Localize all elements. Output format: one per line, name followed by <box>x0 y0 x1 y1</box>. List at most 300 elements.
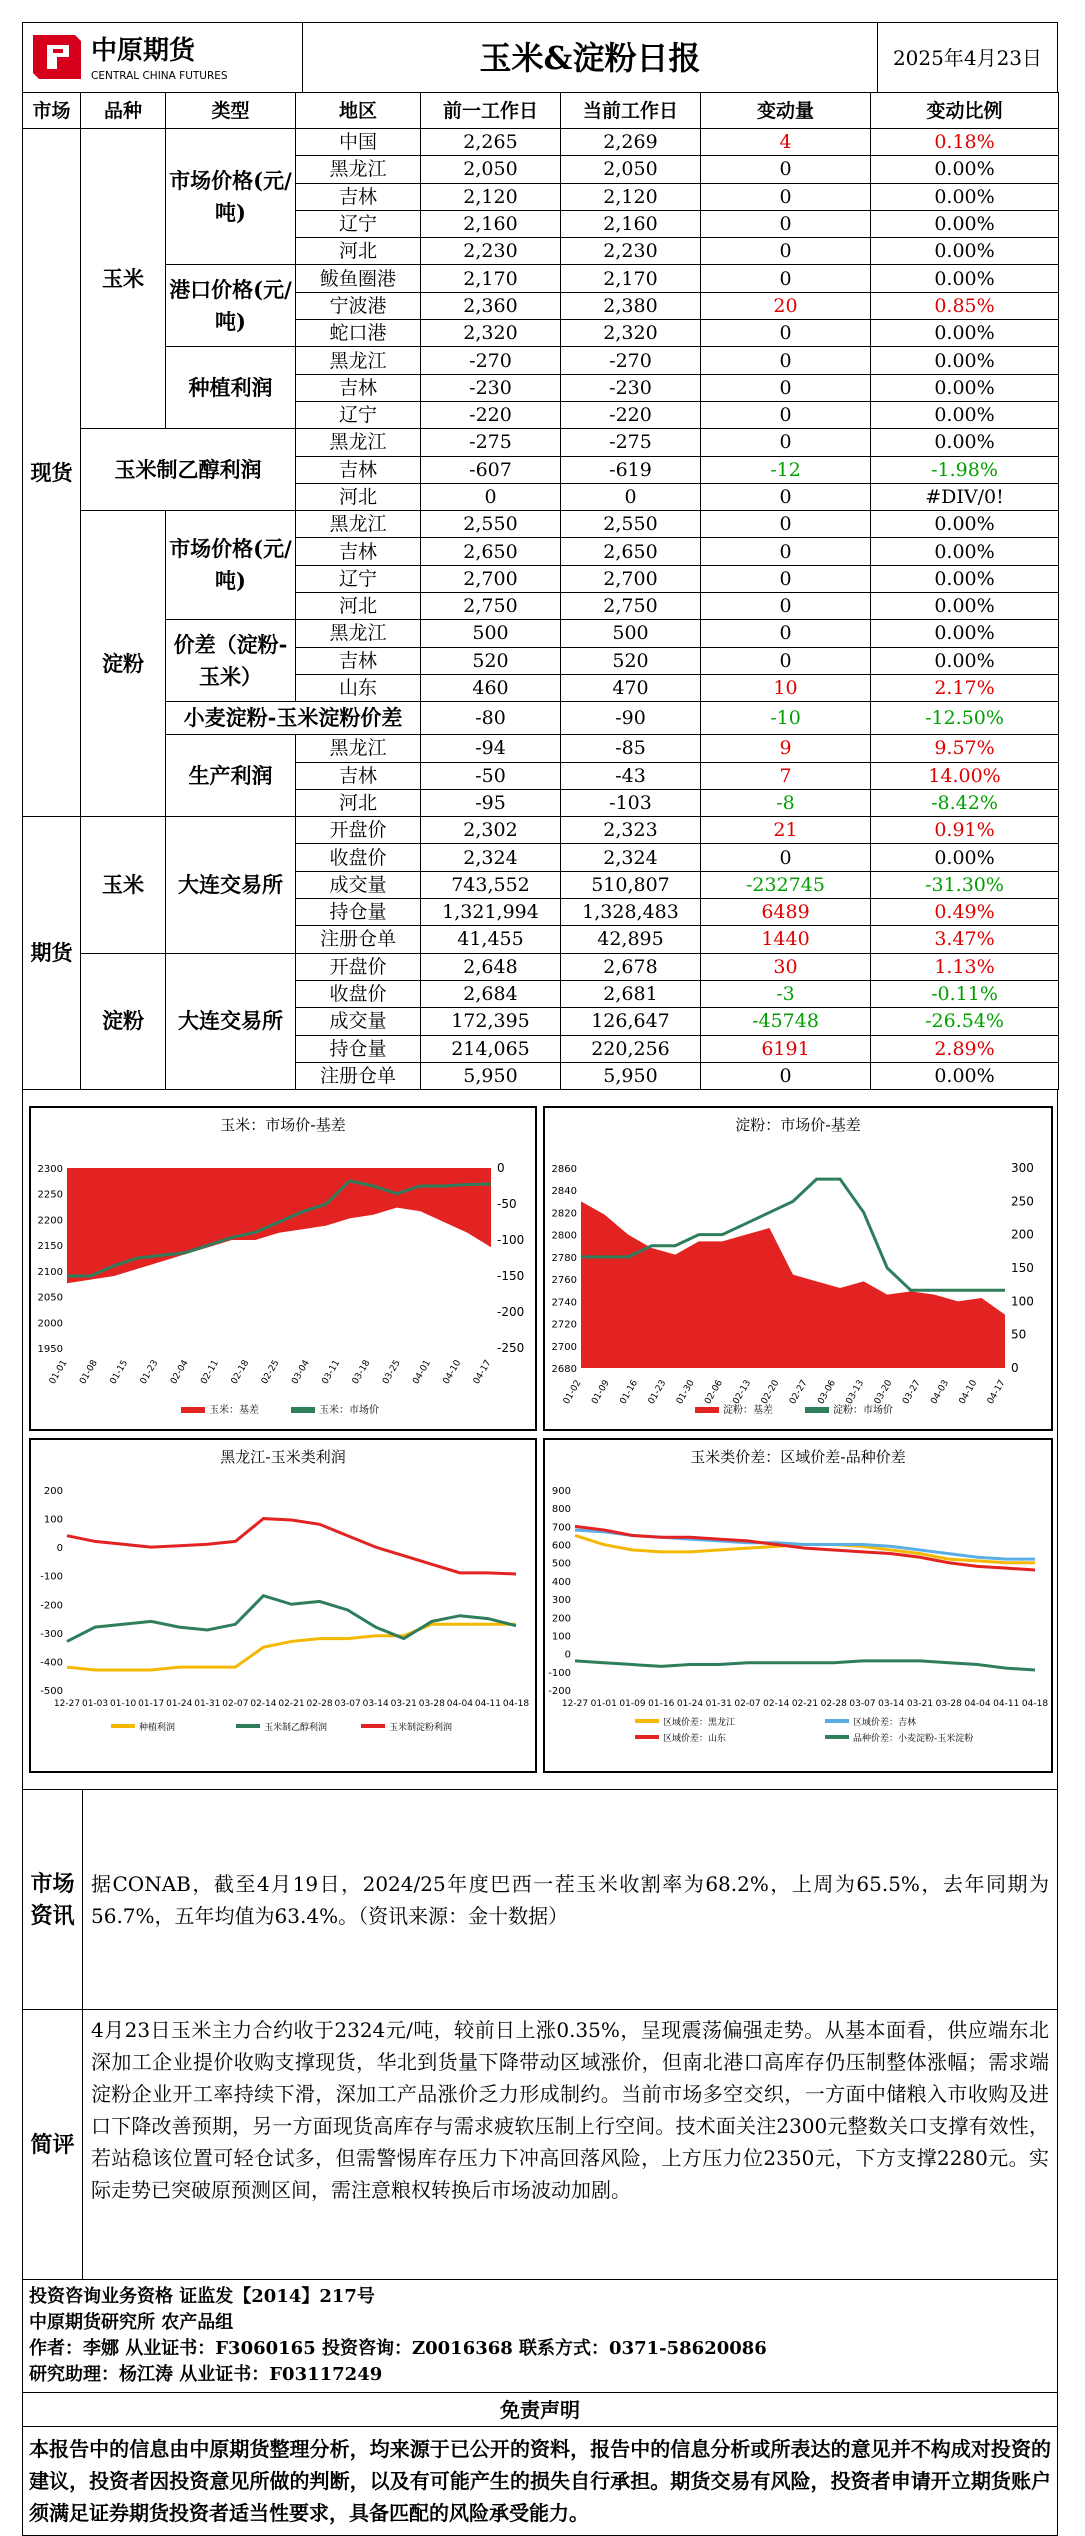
change-ratio: 0.00% <box>871 265 1059 292</box>
change-ratio: 0.49% <box>871 899 1059 926</box>
dept-line: 中原期货研究所 农产品组 <box>29 2312 234 2334</box>
legend-label: 淀粉：市场价 <box>833 1405 893 1417</box>
variety-label: 玉米 <box>81 129 166 429</box>
table-cell: 2,120 <box>561 183 701 210</box>
region-cell: 吉林 <box>296 647 421 674</box>
change-value: 0 <box>701 647 871 674</box>
y2-tick-label: 0 <box>497 1161 505 1176</box>
line-series <box>67 1596 516 1642</box>
col-header: 市场 <box>23 93 81 129</box>
table-cell: 2,120 <box>421 183 561 210</box>
x-tick-label: 01-03 <box>81 1699 109 1710</box>
change-value: 0 <box>701 429 871 456</box>
change-value: 10 <box>701 674 871 701</box>
x-tick-label: 02-04 <box>169 1358 191 1387</box>
y2-tick-label: 300 <box>1011 1161 1034 1176</box>
y-tick-label: 2760 <box>551 1275 577 1287</box>
type-label: 种植利润 <box>166 347 296 429</box>
review-section <box>22 2010 1058 2280</box>
x-tick-label: 02-28 <box>820 1699 847 1710</box>
y2-tick-label: 50 <box>1011 1327 1027 1342</box>
y2-tick-label: -250 <box>497 1341 525 1356</box>
item-cell: 注册仓单 <box>296 1062 421 1089</box>
table-cell: -230 <box>561 374 701 401</box>
region-cell: 辽宁 <box>296 210 421 237</box>
y-tick-label: 0 <box>564 1649 571 1661</box>
market-info-section <box>22 1790 1058 2010</box>
chart-title: 淀粉：市场价-基差 <box>735 1116 861 1135</box>
table-cell: 5,950 <box>561 1062 701 1089</box>
table-cell: 2,050 <box>421 156 561 183</box>
type-label: 大连交易所 <box>166 817 296 953</box>
table-cell: 520 <box>561 647 701 674</box>
y-tick-label: 500 <box>551 1558 571 1570</box>
change-ratio: 0.00% <box>871 347 1059 374</box>
type-label: 港口价格(元/吨) <box>166 265 296 347</box>
table-cell: 0 <box>421 483 561 510</box>
table-row <box>23 735 1059 762</box>
change-ratio: 0.00% <box>871 538 1059 565</box>
table-cell: -50 <box>421 762 561 789</box>
change-value: 21 <box>701 817 871 844</box>
variety-label: 玉米 <box>81 817 166 953</box>
y2-tick-label: -200 <box>497 1305 525 1320</box>
legend-swatch <box>236 1724 260 1728</box>
x-tick-label: 03-04 <box>290 1358 312 1387</box>
type-label: 大连交易所 <box>166 953 296 1089</box>
table-cell: 1,328,483 <box>561 899 701 926</box>
x-tick-label: 02-21 <box>278 1699 305 1710</box>
change-ratio: 0.00% <box>871 429 1059 456</box>
table-cell: 2,320 <box>561 320 701 347</box>
change-value: 6191 <box>701 1035 871 1062</box>
change-value: 9 <box>701 735 871 762</box>
type-label: 玉米制乙醇利润 <box>81 429 296 511</box>
change-value: 0 <box>701 620 871 647</box>
change-value: 0 <box>701 265 871 292</box>
change-value: -45748 <box>701 1008 871 1035</box>
region-cell: 黑龙江 <box>296 620 421 647</box>
legend-swatch <box>825 1735 849 1739</box>
disclaimer-title: 免责声明 <box>22 2393 1058 2427</box>
line-series <box>67 1519 516 1574</box>
change-value: -3 <box>701 980 871 1007</box>
x-tick-label: 03-11 <box>320 1358 343 1387</box>
x-tick-label: 04-17 <box>985 1378 1008 1407</box>
change-ratio: 0.00% <box>871 844 1059 871</box>
x-tick-label: 03-28 <box>935 1699 962 1710</box>
change-ratio: #DIV/0! <box>871 483 1059 510</box>
change-value: 0 <box>701 565 871 592</box>
change-value: -12 <box>701 456 871 483</box>
legend-swatch <box>635 1735 659 1739</box>
table-cell: 2,550 <box>561 511 701 538</box>
change-ratio: -1.98% <box>871 456 1059 483</box>
y-tick-label: 400 <box>551 1577 571 1589</box>
y2-tick-label: -150 <box>497 1269 525 1284</box>
change-value: -8 <box>701 789 871 816</box>
market-label: 现货 <box>23 129 81 817</box>
x-tick-label: 03-20 <box>872 1378 895 1407</box>
x-tick-label: 03-14 <box>878 1699 905 1710</box>
y-tick-label: 800 <box>551 1504 571 1516</box>
table-cell: 5,950 <box>421 1062 561 1089</box>
table-cell: 2,050 <box>561 156 701 183</box>
change-ratio: 0.00% <box>871 238 1059 265</box>
region-cell: 辽宁 <box>296 401 421 428</box>
x-tick-label: 02-25 <box>259 1358 282 1387</box>
chart-corn-spread <box>543 1438 1053 1773</box>
change-ratio: 0.00% <box>871 620 1059 647</box>
table-cell: 2,324 <box>561 844 701 871</box>
data-table <box>22 92 1059 1090</box>
y-tick-label: 2100 <box>37 1266 63 1278</box>
table-header-row <box>23 93 1059 129</box>
table-cell: 2,230 <box>561 238 701 265</box>
change-ratio: 0.00% <box>871 320 1059 347</box>
table-cell: 2,360 <box>421 292 561 319</box>
change-value: 6489 <box>701 899 871 926</box>
region-cell: 河北 <box>296 483 421 510</box>
x-tick-label: 04-18 <box>502 1699 530 1710</box>
change-value: 0 <box>701 401 871 428</box>
change-value: 0 <box>701 320 871 347</box>
y-tick-label: 2720 <box>551 1319 577 1331</box>
region-cell: 黑龙江 <box>296 156 421 183</box>
y-tick-label: 200 <box>43 1486 63 1498</box>
table-cell: -230 <box>421 374 561 401</box>
line-series <box>575 1661 1035 1670</box>
change-ratio: -8.42% <box>871 789 1059 816</box>
y-tick-label: 2800 <box>551 1230 577 1242</box>
x-tick-label: 02-07 <box>734 1699 761 1710</box>
col-header: 前一工作日 <box>421 93 561 129</box>
x-tick-label: 03-13 <box>844 1378 867 1407</box>
col-header: 品种 <box>81 93 166 129</box>
x-tick-label: 03-21 <box>390 1699 417 1710</box>
table-cell: -80 <box>421 702 561 735</box>
y-tick-label: 2740 <box>551 1297 577 1309</box>
table-cell: 41,455 <box>421 926 561 953</box>
author-line: 作者：李娜 从业证书：F3060165 投资咨询：Z0016368 联系方式：0371-58620086 <box>29 2338 767 2360</box>
y-tick-label: 700 <box>551 1522 571 1534</box>
x-tick-label: 04-03 <box>929 1378 952 1407</box>
x-tick-label: 02-18 <box>229 1358 252 1387</box>
y-tick-label: 2700 <box>551 1341 577 1353</box>
table-cell: -275 <box>421 429 561 456</box>
x-tick-label: 02-14 <box>250 1699 277 1710</box>
y2-tick-label: 250 <box>1011 1194 1034 1209</box>
region-cell: 吉林 <box>296 183 421 210</box>
y-tick-label: 900 <box>551 1486 571 1498</box>
table-cell: -94 <box>421 735 561 762</box>
region-cell: 黑龙江 <box>296 735 421 762</box>
chart-starch-basis <box>543 1106 1053 1431</box>
table-cell: 743,552 <box>421 871 561 898</box>
y-tick-label: 2150 <box>37 1241 63 1253</box>
y2-tick-label: 200 <box>1011 1227 1034 1242</box>
change-ratio: -31.30% <box>871 871 1059 898</box>
change-ratio: 0.00% <box>871 647 1059 674</box>
chart-hlj-profit <box>29 1438 537 1773</box>
change-value: 0 <box>701 374 871 401</box>
x-tick-label: 03-14 <box>362 1699 389 1710</box>
change-value: 0 <box>701 593 871 620</box>
table-cell: -220 <box>421 401 561 428</box>
change-ratio: 0.91% <box>871 817 1059 844</box>
item-cell: 成交量 <box>296 1008 421 1035</box>
change-value: 0 <box>701 538 871 565</box>
change-value: -232745 <box>701 871 871 898</box>
y-tick-label: 2840 <box>551 1186 577 1198</box>
x-tick-label: 01-15 <box>108 1358 131 1387</box>
col-header: 地区 <box>296 93 421 129</box>
region-cell: 辽宁 <box>296 565 421 592</box>
y-tick-label: 100 <box>43 1514 63 1526</box>
table-cell: 2,550 <box>421 511 561 538</box>
x-tick-label: 01-30 <box>674 1378 697 1407</box>
x-tick-label: 03-25 <box>381 1358 403 1387</box>
x-tick-label: 02-27 <box>787 1378 810 1407</box>
table-cell: 172,395 <box>421 1008 561 1035</box>
table-cell: -270 <box>421 347 561 374</box>
x-tick-label: 04-17 <box>471 1358 494 1387</box>
x-tick-label: 03-06 <box>816 1378 838 1407</box>
table-cell: 2,160 <box>421 210 561 237</box>
area-series <box>581 1201 1005 1368</box>
x-tick-label: 02-21 <box>791 1699 819 1710</box>
y-tick-label: 2250 <box>37 1189 63 1201</box>
change-value: 0 <box>701 183 871 210</box>
table-cell: 2,700 <box>561 565 701 592</box>
item-cell: 收盘价 <box>296 980 421 1007</box>
x-tick-label: 03-27 <box>901 1378 923 1407</box>
table-cell: -220 <box>561 401 701 428</box>
table-cell: 2,681 <box>561 980 701 1007</box>
x-tick-label: 03-18 <box>350 1358 373 1387</box>
region-cell: 中国 <box>296 129 421 156</box>
table-cell: -95 <box>421 789 561 816</box>
y-tick-label: 2300 <box>37 1164 63 1176</box>
x-tick-label: 04-11 <box>993 1699 1020 1710</box>
table-cell: -619 <box>561 456 701 483</box>
table-cell: 220,256 <box>561 1035 701 1062</box>
table-cell: 2,170 <box>561 265 701 292</box>
author-info <box>22 2280 1058 2393</box>
x-tick-label: 01-23 <box>646 1378 669 1407</box>
logo-en: CENTRAL CHINA FUTURES <box>91 70 228 82</box>
y2-tick-label: 0 <box>1011 1361 1019 1376</box>
chart-svg <box>31 1440 535 1771</box>
legend-label: 玉米：基差 <box>209 1405 259 1417</box>
review-label: 简评 <box>23 2010 83 2279</box>
y-tick-label: -100 <box>40 1571 63 1583</box>
col-header: 当前工作日 <box>561 93 701 129</box>
table-cell: 2,324 <box>421 844 561 871</box>
report-date: 2025年4月23日 <box>877 23 1057 93</box>
x-tick-label: 01-24 <box>676 1699 704 1710</box>
change-value: 0 <box>701 347 871 374</box>
table-cell: 500 <box>421 620 561 647</box>
legend-label: 玉米制淀粉利润 <box>389 1723 453 1734</box>
change-ratio: -26.54% <box>871 1008 1059 1035</box>
y-tick-label: 1950 <box>37 1344 63 1356</box>
item-cell: 注册仓单 <box>296 926 421 953</box>
table-cell: 2,700 <box>421 565 561 592</box>
legend-label: 区域价差：山东 <box>663 1734 727 1745</box>
y-tick-label: 2050 <box>37 1292 63 1304</box>
change-ratio: 1.13% <box>871 953 1059 980</box>
change-value: 7 <box>701 762 871 789</box>
change-ratio: 3.47% <box>871 926 1059 953</box>
table-row <box>23 620 1059 647</box>
table-cell: 2,684 <box>421 980 561 1007</box>
table-cell: -607 <box>421 456 561 483</box>
change-value: 0 <box>701 210 871 237</box>
chart-corn-basis <box>29 1106 537 1431</box>
x-tick-label: 01-24 <box>166 1699 193 1710</box>
legend-label: 淀粉：基差 <box>723 1405 773 1417</box>
legend-swatch <box>361 1724 385 1728</box>
change-ratio: 2.17% <box>871 674 1059 701</box>
legend-swatch <box>805 1407 829 1413</box>
change-value: -10 <box>701 702 871 735</box>
market-label: 期货 <box>23 817 81 1090</box>
x-tick-label: 02-06 <box>703 1378 725 1407</box>
x-tick-label: 01-09 <box>619 1699 646 1710</box>
region-cell: 宁波港 <box>296 292 421 319</box>
x-tick-label: 03-07 <box>334 1699 361 1710</box>
change-ratio: 0.00% <box>871 593 1059 620</box>
y-tick-label: -100 <box>548 1667 571 1679</box>
change-value: 30 <box>701 953 871 980</box>
disclaimer-text: 本报告中的信息由中原期货整理分析，均来源于已公开的资料，报告中的信息分析或所表达的意见并不构成对投资的建议，投资者因投资意见所做的判断，以及有可能产生的损失自行承担。期货交易有风险，投资者申请开立期货账户须满足证券期货投资者适当性要求，具备匹配的风险承受能力。 <box>22 2427 1058 2536</box>
y-tick-label: 2200 <box>37 1215 63 1227</box>
x-tick-label: 02-11 <box>199 1358 222 1387</box>
x-tick-label: 04-10 <box>957 1378 980 1407</box>
table-cell: 510,807 <box>561 871 701 898</box>
type-label: 价差（淀粉-玉米） <box>166 620 296 702</box>
region-cell: 蛇口港 <box>296 320 421 347</box>
report-page <box>22 22 1058 2526</box>
change-value: 0 <box>701 1062 871 1089</box>
x-tick-label: 02-13 <box>731 1378 754 1407</box>
x-tick-label: 02-20 <box>759 1378 782 1407</box>
table-cell: 2,750 <box>561 593 701 620</box>
region-cell: 黑龙江 <box>296 429 421 456</box>
legend-swatch <box>291 1407 315 1413</box>
col-header: 变动比例 <box>871 93 1059 129</box>
legend-label: 种植利润 <box>139 1723 176 1734</box>
logo <box>23 23 303 93</box>
x-tick-label: 03-21 <box>906 1699 934 1710</box>
change-ratio: 0.85% <box>871 292 1059 319</box>
region-cell: 吉林 <box>296 538 421 565</box>
table-cell: 2,323 <box>561 817 701 844</box>
table-cell: 2,650 <box>561 538 701 565</box>
y-tick-label: -500 <box>40 1686 63 1698</box>
x-tick-label: 01-23 <box>138 1358 161 1387</box>
x-tick-label: 04-04 <box>446 1699 473 1710</box>
region-cell: 山东 <box>296 674 421 701</box>
legend-label: 玉米制乙醇利润 <box>264 1723 328 1734</box>
market-info-text: 据CONAB，截至4月19日，2024/25年度巴西一茬玉米收割率为68.2%，上周为65.5%，去年同期为56.7%，五年均值为63.4%。（资讯来源：金十数据） <box>91 1872 1049 1929</box>
x-tick-label: 01-16 <box>618 1378 641 1407</box>
charts-section <box>22 1090 1058 1790</box>
legend-swatch <box>825 1719 849 1723</box>
y-tick-label: 200 <box>551 1613 571 1625</box>
change-ratio: -12.50% <box>871 702 1059 735</box>
change-value: 0 <box>701 483 871 510</box>
item-cell: 开盘价 <box>296 953 421 980</box>
logo-icon <box>23 23 303 93</box>
change-value: 0 <box>701 844 871 871</box>
change-value: 0 <box>701 156 871 183</box>
change-ratio: 0.00% <box>871 183 1059 210</box>
x-tick-label: 01-16 <box>648 1699 675 1710</box>
table-row <box>23 347 1059 374</box>
x-tick-label: 02-14 <box>763 1699 790 1710</box>
table-cell: 2,265 <box>421 129 561 156</box>
y-tick-label: -300 <box>40 1628 63 1640</box>
x-tick-label: 02-07 <box>222 1699 249 1710</box>
table-cell: -90 <box>561 702 701 735</box>
table-cell: 470 <box>561 674 701 701</box>
variety-label: 淀粉 <box>81 511 166 817</box>
type-label: 生产利润 <box>166 735 296 817</box>
region-cell: 河北 <box>296 238 421 265</box>
change-ratio: 0.00% <box>871 210 1059 237</box>
report-title: 玉米&淀粉日报 <box>479 39 701 77</box>
table-cell: -270 <box>561 347 701 374</box>
y-tick-label: 2000 <box>37 1318 63 1330</box>
x-tick-label: 03-28 <box>418 1699 445 1710</box>
chart-title: 黑龙江-玉米类利润 <box>220 1448 346 1467</box>
logo-cn: 中原期货 <box>91 36 196 66</box>
change-ratio: 0.00% <box>871 565 1059 592</box>
chart-svg <box>31 1108 535 1429</box>
change-ratio: 2.89% <box>871 1035 1059 1062</box>
region-cell: 河北 <box>296 789 421 816</box>
change-value: 20 <box>701 292 871 319</box>
x-tick-label: 01-01 <box>590 1699 617 1710</box>
table-cell: 42,895 <box>561 926 701 953</box>
table-cell: 2,170 <box>421 265 561 292</box>
region-cell: 鲅鱼圈港 <box>296 265 421 292</box>
review-text: 4月23日玉米主力合约收于2324元/吨，较前日上涨0.35%，呈现震荡偏强走势。从基本面看，供应端东北深加工企业提价收购支撑现货，华北到货量下降带动区域涨价，但南北港口高库存仍压制整体涨幅；需求端淀粉企业开工率持续下滑，深加工产品涨价乏力形成制约。当前市场多空交织，一方面中储粮入市收购及进口下降改善预期，另一方面现货高库存与需求疲软压制上行空间。技术面关注2300元整数关口支撑有效性，若站稳该位置可轻仓试多，但需警惕库存压力下冲高回落风险，上方压力位2350元，下方支撑2280元。实际走势已突破原预测区间，需注意粮权转换后市场波动加剧。 <box>91 2018 1049 2203</box>
change-ratio: 0.18% <box>871 129 1059 156</box>
table-cell: 2,648 <box>421 953 561 980</box>
table-cell: 2,750 <box>421 593 561 620</box>
table-cell: 2,650 <box>421 538 561 565</box>
change-value: 4 <box>701 129 871 156</box>
table-cell: -103 <box>561 789 701 816</box>
chart-svg <box>545 1440 1051 1771</box>
col-header: 类型 <box>166 93 296 129</box>
table-cell: 214,065 <box>421 1035 561 1062</box>
change-ratio: 14.00% <box>871 762 1059 789</box>
x-tick-label: 04-04 <box>964 1699 991 1710</box>
variety-label: 淀粉 <box>81 953 166 1089</box>
table-row <box>23 265 1059 292</box>
table-cell: 2,320 <box>421 320 561 347</box>
table-row <box>23 702 1059 735</box>
type-label: 小麦淀粉-玉米淀粉价差 <box>166 702 421 735</box>
table-cell: 0 <box>561 483 701 510</box>
region-cell: 吉林 <box>296 456 421 483</box>
region-cell: 黑龙江 <box>296 511 421 538</box>
legend-label: 品种价差：小麦淀粉-玉米淀粉 <box>853 1734 974 1745</box>
